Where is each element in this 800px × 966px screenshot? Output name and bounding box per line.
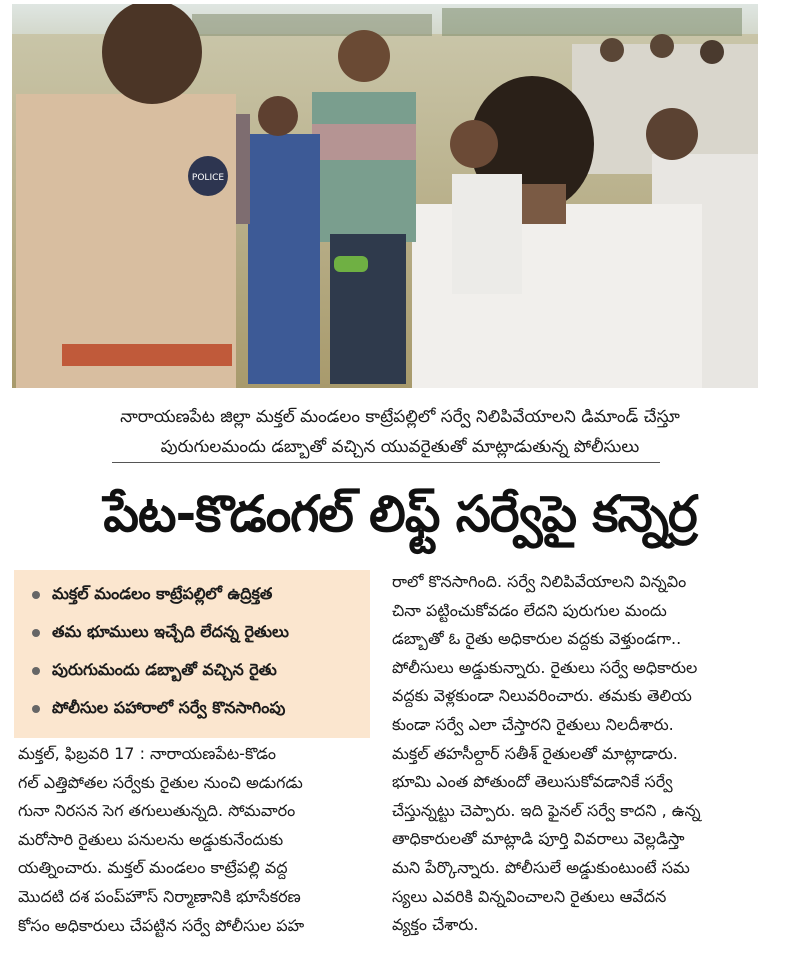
body-line: కోసం అధికారులు చేపట్టిన సర్వే పోలీసుల పహ [18,915,305,935]
police-badge-text: POLICE [191,173,225,183]
body-line: మక్తల్ తహసీల్దార్ సతీశ్ రైతులతో మాట్లాడారు. [392,743,678,763]
highlight-item [14,614,370,652]
highlight-item [14,690,370,728]
article-body-left [18,740,370,940]
body-line: రాలో కొనసాగింది. సర్వే నిలిపివేయాలని విన్నవిం [392,572,687,591]
highlight-text: తమ భూములు ఇచ్చేది లేదన్న రైతులు [52,621,289,641]
highlights-box [14,570,370,738]
highlight-text: పురుగుమందు డబ్బాతో వచ్చిన రైతు [52,659,277,679]
body-line: చినా పట్టించుకోవడం లేదని పురుగుల మందు [392,600,667,620]
body-line: గునా నిరసన సెగ తగులుతున్నది. సోమవారం [18,801,296,821]
body-line: పోలీసులు అడ్డుకున్నారు. రైతులు సర్వే అధికారుల [392,657,698,677]
body-line: మరోసారి రైతులు పనులను అడ్డుకునేందుకు [18,829,284,849]
body-line: మక్తల్, ఫిబ్రవరి 17 : నారాయణపేట-కొడం [18,744,276,763]
bullet-icon [32,591,40,599]
body-line: డబ్బాతో ఓ రైతు అధికారుల వద్దకు వెళ్తుండగా.. [392,629,682,649]
highlight-item [14,576,370,614]
article-body-right [392,568,764,940]
body-line: గల్ ఎత్తిపోతల సర్వేకు రైతుల నుంచి అడుగడు [18,772,303,792]
body-line: చేస్తున్నట్టు చెప్పారు. ఇది ఫైనల్ సర్వే కాదని , ఉన్న [392,800,701,820]
body-line: మొదటి దశ పంప్‌హౌస్ నిర్మాణానికి భూసేకరణ [18,886,301,906]
news-photo [12,4,758,388]
bullet-icon [32,629,40,637]
highlight-text: పోలీసుల పహారాలో సర్వే కొనసాగింపు [52,697,286,717]
body-line: వ్యక్తం చేశారు. [392,915,479,935]
highlight-item [14,652,370,690]
headline: పేట-కొడంగల్ లిఫ్ట్ సర్వేపై కన్నెర్ర [103,485,697,543]
body-line: భూమి ఎంత పోతుందో తెలుసుకోవడానికే సర్వే [392,772,673,792]
body-line: వద్దకు వెళ్లకుండా నిలువరించారు. తమకు తెలియ [392,686,692,706]
body-line: తాధికారులతో మాట్లాడి పూర్తి వివరాలు వెల్లడిస్తా [392,829,685,849]
caption-divider [112,462,660,463]
bullet-icon [32,667,40,675]
body-line: మని పేర్కొన్నారు. పోలీసులే అడ్డుకుంటుంటే సమ [392,857,690,877]
highlight-text: మక్తల్ మండలం కాట్రేపల్లిలో ఉద్రిక్తత [52,583,273,603]
body-line: కుండా సర్వే ఎలా చేస్తారని రైతులు నిలదీశారు. [392,714,674,734]
body-line: స్యలు ఎవరికి విన్నవించాలని రైతులు ఆవేదన [392,886,667,906]
caption-line: పురుగులమందు డబ్బాతో వచ్చిన యువరైతుతో మాట్లాడుతున్న పోలీసులు [160,437,640,457]
bullet-icon [32,705,40,713]
photo-caption [30,402,770,462]
caption-line: నారాయణపేట జిల్లా మక్తల్ మండలం కాట్రేపల్లిలో సర్వే నిలిపివేయాలని డిమాండ్ చేస్తూ [120,407,680,427]
body-line: యత్నించారు. మక్తల్ మండలం కాట్రేపల్లి వద్ద [18,858,288,878]
